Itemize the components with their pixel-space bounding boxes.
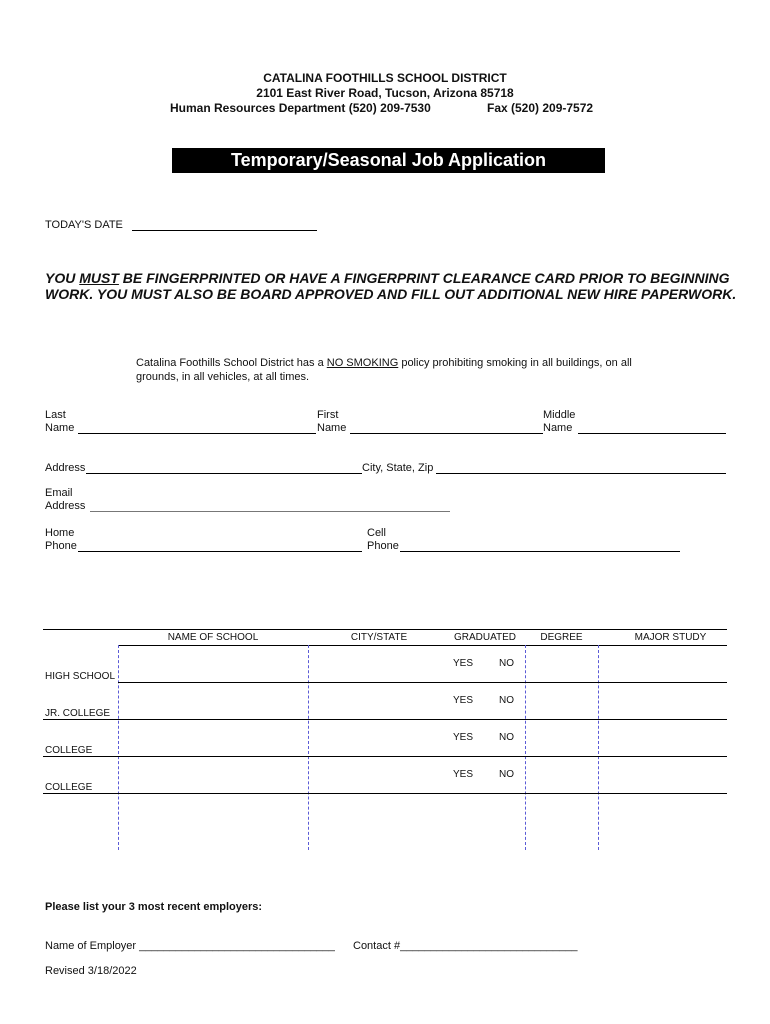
col-city-state: CITY/STATE [350,632,408,643]
warning-post: BE FINGERPRINTED OR HAVE A FINGERPRINT CLEARANCE CARD PRIOR TO BEGINNING WORK. YOU MUST ALSO BE BOARD APPROVED AND FILL OUT ADDITIONAL NEW HIRE PAPERWORK. [45,270,737,302]
education-header-border [118,645,727,646]
district-name: CATALINA FOOTHILLS SCHOOL DISTRICT [263,71,507,85]
first-name-label-top: First [317,409,339,421]
fax-number: Fax (520) 209-7572 [487,101,594,115]
col-graduated: GRADUATED [453,632,517,643]
education-table-top-border [43,629,727,630]
yes-option[interactable]: YES [453,769,474,780]
table-divider [525,645,526,850]
smoking-policy-note [136,356,656,384]
hr-phone: Human Resources Department (520) 209-7530 [170,101,431,115]
smoking-post: policy prohibiting smoking in all buildings, on all grounds, in all vehicles, at all times. [136,357,632,383]
employer-contact-field[interactable]: Contact #_____________________________ [353,940,578,952]
revised-date: Revised 3/18/2022 [45,965,137,977]
cell-phone-label: Phone [367,540,399,552]
cell-phone-field[interactable] [400,540,680,552]
employers-heading: Please list your 3 most recent employers: [45,901,263,913]
row-label-college: COLLEGE [45,745,93,756]
email-label: Address [45,500,86,512]
table-row-border [43,719,727,720]
table-row-border [43,756,727,757]
home-phone-label-top: Home [45,527,75,539]
form-title: Temporary/Seasonal Job Application [172,148,605,173]
smoking-pre: Catalina Foothills School District has a [136,357,327,369]
district-address: 2101 East River Road, Tucson, Arizona 85718 [256,86,514,100]
col-major-study: MAJOR STUDY [634,632,707,643]
email-field[interactable] [90,500,450,512]
middle-name-label-top: Middle [543,409,576,421]
warning-must: MUST [79,270,119,286]
last-name-label: Name [45,422,75,434]
home-phone-field[interactable] [78,540,362,552]
first-name-label: Name [317,422,347,434]
table-row-border [43,793,727,794]
yes-option[interactable]: YES [453,695,474,706]
city-state-zip-field[interactable] [436,462,726,474]
email-label-top: Email [45,487,73,499]
no-option[interactable]: NO [499,769,514,780]
warning-pre: YOU [45,270,80,286]
cell-phone-label-top: Cell [367,527,386,539]
no-option[interactable]: NO [499,695,514,706]
fingerprint-warning [45,270,745,302]
address-label: Address [45,462,86,474]
table-divider [118,645,119,850]
address-field[interactable] [86,462,362,474]
city-state-zip-label: City, State, Zip [362,462,434,474]
employer-name-field[interactable]: Name of Employer ________________________________ [45,940,335,952]
row-label-college-2: COLLEGE [45,782,93,793]
smoking-highlight: NO SMOKING [326,357,399,369]
home-phone-label: Phone [45,540,77,552]
row-label-jr-college: JR. COLLEGE [45,708,111,719]
no-option[interactable]: NO [499,658,514,669]
yes-option[interactable]: YES [453,732,474,743]
col-degree: DEGREE [540,632,583,643]
row-label-high-school: HIGH SCHOOL [45,671,116,682]
middle-name-label: Name [543,422,573,434]
last-name-label-top: Last [45,409,66,421]
first-name-field[interactable] [350,422,543,434]
yes-option[interactable]: YES [453,658,474,669]
table-divider [308,645,309,850]
middle-name-field[interactable] [578,422,726,434]
last-name-field[interactable] [78,422,316,434]
col-name-of-school: NAME OF SCHOOL [167,632,259,643]
no-option[interactable]: NO [499,732,514,743]
todays-date-label: TODAY'S DATE [45,219,123,231]
todays-date-field[interactable] [132,219,317,231]
table-divider [598,645,599,850]
table-row-border [118,682,727,683]
